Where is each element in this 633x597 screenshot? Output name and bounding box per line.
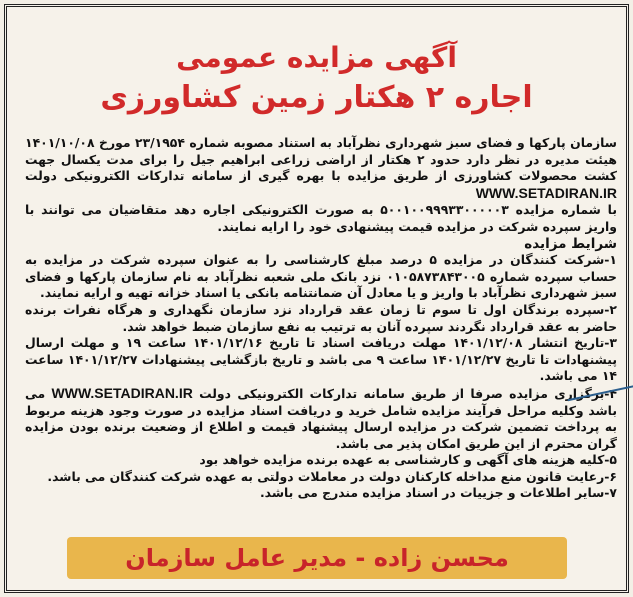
signature-band — [67, 537, 567, 579]
notice-title: آگهی مزایده عمومی — [176, 41, 457, 74]
condition-5: ۵-کلیه هزینه های آگهی و کارشناسی به عهده برنده مزایده خواهد بود — [199, 452, 617, 468]
signature-text: محسن زاده - مدیر عامل سازمان — [125, 544, 509, 572]
setad-website: WWW.SETADIRAN.IR — [475, 184, 617, 201]
condition-3: ۳-تاریخ انتشار ۱۴۰۱/۱۲/۰۸ مهلت دریافت اسناد تا تاریخ ۱۴۰۱/۱۲/۱۶ ساعت ۱۹ و مهلت ارسال پیشنهادات تا تاریخ ۱۴۰۱/۱۲/۲۷ ساعت ۹ می باشد و تاریخ بازگشایی پیشنهادات ۱۴۰۱/۱۲/۲۷ ساعت ۱۴ می باشد. — [25, 335, 617, 384]
notice-body — [25, 135, 617, 502]
intro2-paragraph: با شماره مزایده ۵۰۰۱۰۰۹۹۹۳۳۰۰۰۰۰۳ به صورت الکترونیکی اجاره دهد متقاضیان می توانند با واریز سپرده شرکت در مزایده قیمت پیشنهادی خود را ارایه نمایند. — [25, 202, 617, 234]
title-block — [7, 41, 626, 115]
condition-4-part-a: ۴-برگزاری مزایده صرفا از طریق سامانه تدارکات الکترونیکی دولت — [199, 385, 617, 401]
notice-frame — [4, 4, 629, 593]
condition-4-website: WWW.SETADIRAN.IR — [51, 384, 193, 401]
notice-subtitle: اجاره ۲ هکتار زمین کشاورزی — [100, 80, 533, 115]
condition-4 — [25, 385, 617, 452]
condition-7: ۷-سایر اطلاعات و جزییات در اسناد مزایده مندرج می باشد. — [259, 485, 617, 501]
intro-paragraph — [25, 135, 617, 202]
conditions-heading: شرایط مزایده — [524, 235, 617, 252]
intro-text: سازمان پارکها و فضای سبز شهرداری نظرآباد به استناد مصوبه شماره ۲۳/۱۹۵۴ مورخ ۱۴۰۱/۱۰/۰۸ هیئت مدیره در نظر دارد حدود ۲ هکتار از اراضی زراعی ابراهیم جیل را برای مدت یکسال جهت کشت محصولات کشاورزی از طریق مزایده با بهره گیری از سامانه تدارکات الکترونیکی دولت — [25, 135, 617, 184]
condition-6: ۶-رعایت قانون منع مداخله کارکنان دولت در معاملات دولتی به عهده شرکت کنندگان می باشد. — [47, 468, 617, 484]
condition-4-part-b: می باشد وکلیه مراحل فرآیند مزایده شامل خرید و دریافت اسناد مزایده در صورت وجود هزینه مربوط به پرداخت تضمین شرکت در مزایده ارسال پیشنهاد قیمت و اطلاع از وضعیت برنده بودن مزایده گران محترم از این طریق امکان پذیر می باشد. — [25, 385, 617, 451]
condition-2: ۲-سپرده برندگان اول تا سوم تا زمان عقد قرارداد نزد سازمان نگهداری و هرگاه نفرات برنده حاضر به عقد قرارداد نگردند سپرده آنان به ترتیب به نفع سازمان ضبط خواهد شد. — [25, 301, 617, 334]
condition-1: ۱-شرکت کنندگان در مزایده ۵ درصد مبلغ کارشناسی را به عنوان سپرده شرکت در مزایده به حساب سپرده شماره ۰۱۰۵۸۷۳۸۴۳۰۰۵ نزد بانک ملی شعبه نظرآباد به نام سازمان پارکها و فضای سبز شهرداری نظرآباد با واریز و یا معادل آن ضمانتنامه بانکی یا اسناد خزانه تهیه و ارایه نمایند. — [25, 252, 617, 301]
